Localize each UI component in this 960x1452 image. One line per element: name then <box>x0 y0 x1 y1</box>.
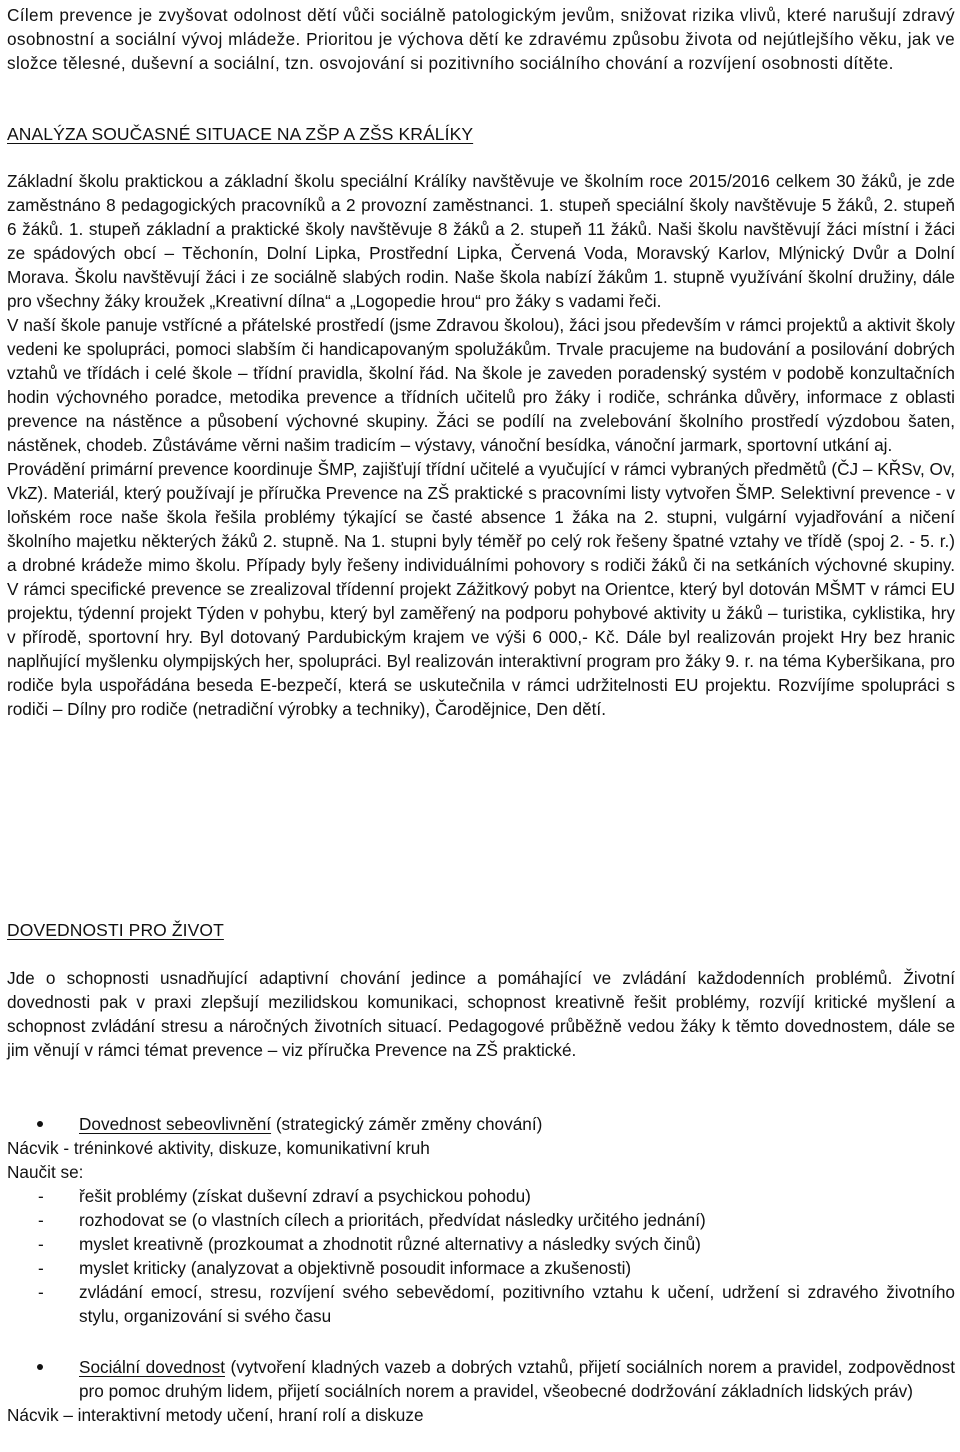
list-item <box>7 1208 955 1232</box>
list-item <box>7 1256 955 1280</box>
list-item <box>7 1280 955 1328</box>
analysis-paragraph-3: Provádění primární prevence koordinuje ŠMP, zajišťují třídní učitelé a vyučující v rámci vybraných předmětů (ČJ – KŘSv, Ov, VkZ). Materiál, který používají je příručka Prevence na ZŠ praktické s pracovními listy vytvořen ŠMP. Selektivní prevence - v loňském roce naše škola řešila problémy týkající se časté absence 1 žáka na 2. stupni, vulgární vyjadřování a ničení školního majetku některých žáků 2. stupně. Na 1. stupni byly téměř po celý rok řešeny špatné vztahy ve třídě (spoj 2. - 5. r.) a drobné krádeže mimo školu. Případy byly řešeny individuálními pohovory s rodiči žáků či na setkáních výchovné skupiny. V rámci specifické prevence se zrealizoval třídenní projekt Zážitkový pobyt na Orientce, který byl dotován MŠMT v rámci EU projektu, týdenní projekt Týden v pohybu, který byl zaměřený na podporu pohybové aktivity u žáků – turistika, cyklistika, hry v přírodě, sportovní hry. Byl dotovaný Pardubickým krajem ve výši 6 000,- Kč. Dále byl realizován projekt Hry bez hranic naplňující myšlenku olympijských her, spolupráci. Byl realizován interaktivní program pro žáky 9. r. na téma Kyberšikana, pro rodiče byla uspořádána beseda E-bezpečí, která se uskutečnila v rámci udržitelnosti EU projektu. Rozvíjíme spolupráci s rodiči – Dílny pro rodiče (netradiční výrobky a techniky), Čarodějnice, Den dětí. <box>7 459 955 719</box>
list-item-text: rozhodovat se (o vlastních cílech a prioritách, předvídat následky určitého jednání) <box>79 1210 706 1230</box>
intro-paragraph: Cílem prevence je zvyšovat odolnost dětí vůči sociálně patologickým jevům, snižovat rizika vlivů, které narušují zdravý osobnostní a sociální vývoj mládeže. Prioritou je výchova dětí ke zdravému způsobu života od nejútlejšího věku, jak ve složce tělesné, duševní a sociální, tzn. osvojování si pozitivního sociálního chování a rozvíjení osobnosti dítěte. <box>7 5 955 73</box>
analysis-paragraph-2: V naší škole panuje vstřícné a přátelské prostředí (jsme Zdravou školou), žáci jsou především v rámci projektů a aktivit školy vedeni ke spolupráci, pomoci slabším či handicapovaným spolužákům. Trvale pracujeme na budování a posilování dobrých vztahů ve třídách i celé škole – třídní pravidla, školní řád. Na škole je zaveden poradenský systém v podobě konzultačních hodin výchovného poradce, metodika prevence a třídních učitelů pro žáky i rodiče, schránka důvěry, informace z oblasti prevence na nástěnce a působení výchovné skupiny. Žáci se podílí na zvelebování školního prostředí výzdobou šaten, nástěnek, chodeb. Zůstáváme věrni našim tradicím – výstavy, vánoční besídka, vánoční jarmark, sportovní utkání aj. <box>7 315 955 455</box>
analysis-heading: ANALÝZA SOUČASNÉ SITUACE NA ZŠP A ZŠS KRÁLÍKY <box>7 124 474 144</box>
dash-marker: - <box>38 1282 44 1302</box>
analysis-paragraph-1: Základní školu praktickou a základní školu speciální Králíky navštěvuje ve školním roce 2015/2016 celkem 30 žáků, je zde zaměstnáno 8 pedagogických pracovníků a 2 provozní zaměstnanci. 1. stupeň speciální školy navštěvuje 5 žáků, 2. stupeň 6 žáků. 1. stupeň základní a praktické školy navštěvuje 8 žáků a 2. stupeň 11 žáků. Naši školu navštěvují žáci místní i žáci ze spádových obcí – Těchonín, Dolní Lipka, Prostřední Lipka, Červená Voda, Moravský Karlov, Mlýnický Dvůr a Dolní Morava. Školu navštěvují žáci i ze sociálně slabých rodin. Naše škola nabízí žákům 1. stupně využívání školní družiny, dále pro všechny žáky kroužek „Kreativní dílna“ a „Logopedie hrou“ pro žáky s vadami řeči. <box>7 171 955 311</box>
dash-marker: - <box>38 1210 44 1230</box>
bullet-dot-icon <box>37 1364 43 1370</box>
social-note: (vytvoření kladných vazeb a dobrých vztahů, přijetí sociálních norem a pravidel, zodpovědnost pro pomoc druhým lidem, přijetí sociálních norem a pravidel, všeobecné dodržování základních lidských práv) <box>79 1357 955 1401</box>
social-bullet <box>7 1355 955 1403</box>
self-control-title: Dovednost sebeovlivnění <box>79 1114 272 1134</box>
life-skills-paragraph: Jde o schopnosti usnadňující adaptivní chování jedince a pomáhající ve zvládání každodenních problémů. Životní dovednosti pak v praxi zlepšují mezilidskou komunikaci, schopnost kreativně řešit problémy, rozvíjí kritické myšlení a schopnost zvládání stresu a náročných životních situací. Pedagogové průběžně vedou žáky k těmto dovednostem, dále se jim věnují v rámci témat prevence – viz příručka Prevence na ZŠ praktické. <box>7 968 955 1060</box>
list-item-text: myslet kriticky (analyzovat a objektivně posoudit informace a zkušenosti) <box>79 1258 632 1278</box>
dash-marker: - <box>38 1234 44 1254</box>
self-control-bullet <box>7 1112 955 1136</box>
list-item <box>7 1232 955 1256</box>
list-item-text: řešit problémy (získat duševní zdraví a psychickou pohodu) <box>79 1186 531 1206</box>
learn-label: Naučit se: <box>7 1162 84 1182</box>
learn-list <box>7 1184 955 1328</box>
social-title: Sociální dovednost <box>79 1357 225 1377</box>
self-control-method: Nácvik - tréninkové aktivity, diskuze, komunikativní kruh <box>7 1138 430 1158</box>
self-control-note: (strategický záměr změny chování) <box>271 1114 543 1134</box>
bullet-dot-icon <box>37 1121 43 1127</box>
social-method: Nácvik – interaktivní metody učení, hraní rolí a diskuze <box>7 1405 424 1425</box>
analysis-body <box>7 169 955 721</box>
list-item-text: myslet kreativně (prozkoumat a zhodnotit různé alternativy a následky svých činů) <box>79 1234 701 1254</box>
life-skills-heading: DOVEDNOSTI PRO ŽIVOT <box>7 920 224 940</box>
social-section <box>7 1355 955 1427</box>
dash-marker: - <box>38 1186 44 1206</box>
list-item <box>7 1184 955 1208</box>
self-control-section <box>7 1112 955 1328</box>
list-item-text: zvládání emocí, stresu, rozvíjení svého sebevědomí, pozitivního vztahu k učení, udržení si zdravého životního stylu, organizování si svého času <box>79 1282 955 1326</box>
dash-marker: - <box>38 1258 44 1278</box>
